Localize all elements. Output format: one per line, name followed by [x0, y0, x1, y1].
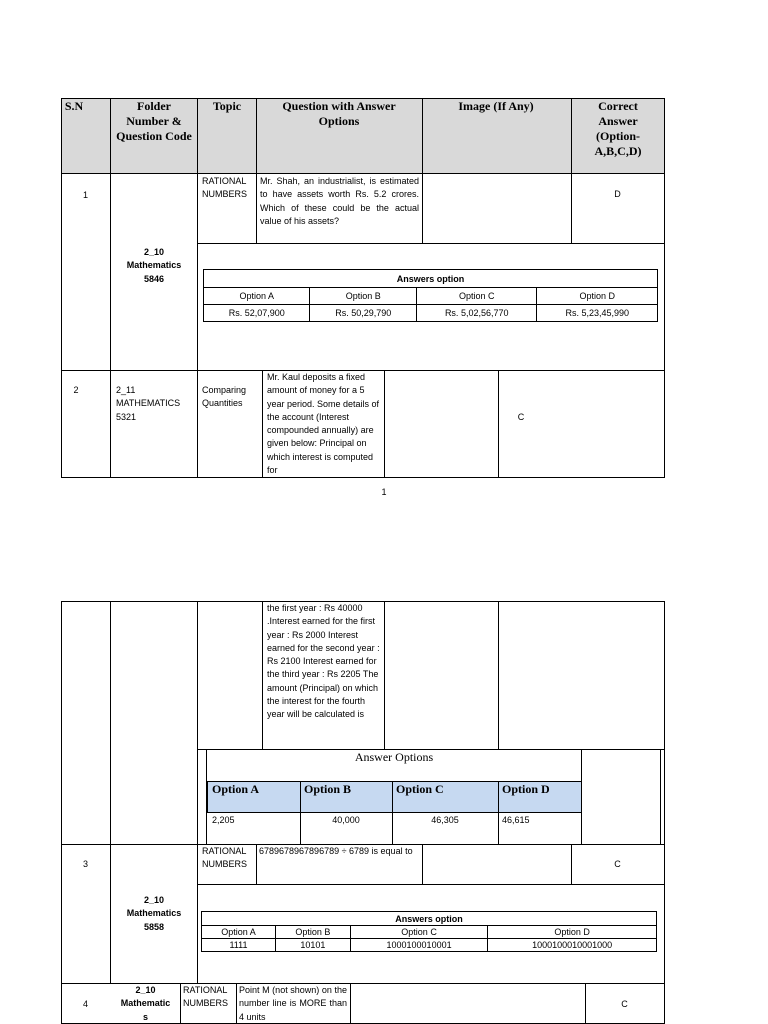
q2-correct-answer: C	[517, 412, 525, 422]
q3-question: 6789678967896789 ÷ 6789 is equal to	[259, 846, 413, 856]
q3-sn: 3	[82, 859, 88, 869]
q2-topic: Comparing Quantities	[202, 385, 247, 409]
q4-topic: RATIONAL NUMBERS	[183, 985, 229, 1009]
q1-question: Mr. Shah, an industrialist, is estimated to have assets worth Rs. 5.2 crores. Which of these could be the actual value of his assets?	[260, 176, 419, 226]
q4-question: Point M (not shown) on the number line is MORE than 4 units	[239, 985, 347, 1022]
q3-option-c-value: 1000100010001	[350, 939, 487, 952]
q3-question-code: 5858	[143, 921, 165, 932]
q3-option-a-label: Option A	[202, 926, 276, 939]
q2-question-code: 5321	[116, 411, 137, 422]
q1-option-a-label: Option A	[204, 288, 310, 305]
header-image: Image (If Any)	[458, 99, 534, 113]
header-question: Question with Answer Options	[282, 99, 396, 128]
q3-option-b-label: Option B	[275, 926, 350, 939]
q1-correct-answer: D	[614, 189, 621, 199]
q2-options-title: Answer Options	[354, 750, 434, 764]
q2-option-a-label: Option A	[212, 782, 260, 796]
header-topic: Topic	[212, 99, 242, 113]
q2-question-part-1: Mr. Kaul deposits a fixed amount of money for a 5 year period. Some details of the account (Interest compounded annually) are given below: Principal on which interest is computed for	[267, 372, 380, 476]
q2-option-b-label: Option B	[304, 782, 352, 796]
q2-option-c-label: Option C	[396, 782, 444, 796]
q1-folder-number: 2_10	[143, 247, 165, 257]
q1-option-b-label: Option B	[310, 288, 416, 305]
q3-answer-options-table	[201, 911, 657, 952]
header-correct-answer: Correct Answer (Option-A,B,C,D)	[594, 99, 642, 158]
header-folder: Folder Number & Question Code	[116, 99, 192, 143]
q3-options-title: Answers option	[202, 912, 657, 926]
q2-question-part-2: the first year : Rs 40000 .Interest earned for the first year : Rs 2000 Interest earned for the second year : Rs 2100 Interest earned for the third year : Rs 2205 The amount (Principal) on which the interest for the fourth year will be calculated is	[267, 603, 380, 720]
q4-folder-subject: Mathematic	[120, 998, 171, 1009]
q3-topic: RATIONAL NUMBERS	[202, 846, 248, 870]
q4-question-code: s	[142, 1011, 148, 1022]
q4-sn: 4	[82, 999, 88, 1009]
q2-folder-code	[116, 384, 196, 424]
q3-option-c-label: Option C	[350, 926, 487, 939]
q1-question-code: 5846	[143, 273, 165, 284]
q3-correct-answer: C	[614, 859, 621, 869]
q2-folder-number: 2_11	[116, 385, 136, 395]
q3-option-a-value: 1111	[202, 939, 276, 952]
q4-folder-number: 2_10	[135, 985, 156, 995]
q1-sn: 1	[82, 190, 88, 200]
q3-folder-number: 2_10	[143, 895, 165, 905]
q2-option-d-value: 46,615	[502, 815, 530, 825]
header-sn: S.N	[64, 99, 84, 113]
q2-folder-subject: MATHEMATICS	[116, 398, 181, 409]
q1-folder-subject: Mathematics	[126, 260, 182, 271]
q1-option-a-value: Rs. 52,07,900	[204, 305, 310, 322]
q1-option-c-label: Option C	[416, 288, 537, 305]
q1-option-c-value: Rs. 5,02,56,770	[416, 305, 537, 322]
q2-option-a-value: 2,205	[212, 815, 235, 825]
q1-folder-code	[111, 246, 197, 286]
q2-option-d-label: Option D	[502, 782, 550, 796]
q3-option-d-value: 1000100010001000	[488, 939, 657, 952]
q1-answer-options-table	[203, 269, 658, 322]
q2-option-c-value: 46,305	[431, 815, 459, 825]
q1-option-d-value: Rs. 5,23,45,990	[537, 305, 658, 322]
q3-folder-code	[111, 894, 197, 934]
q1-options-title: Answers option	[204, 270, 658, 288]
q3-folder-subject: Mathematics	[126, 908, 182, 919]
q2-option-b-value: 40,000	[332, 815, 360, 825]
q4-folder-code	[111, 984, 180, 1024]
q3-option-d-label: Option D	[488, 926, 657, 939]
q4-correct-answer: C	[621, 999, 628, 1009]
q1-option-b-value: Rs. 50,29,790	[310, 305, 416, 322]
q2-sn: 2	[73, 385, 79, 395]
q1-topic: RATIONAL NUMBERS	[202, 176, 248, 200]
q1-option-d-label: Option D	[537, 288, 658, 305]
page-number: 1	[381, 487, 387, 497]
q3-option-b-value: 10101	[275, 939, 350, 952]
